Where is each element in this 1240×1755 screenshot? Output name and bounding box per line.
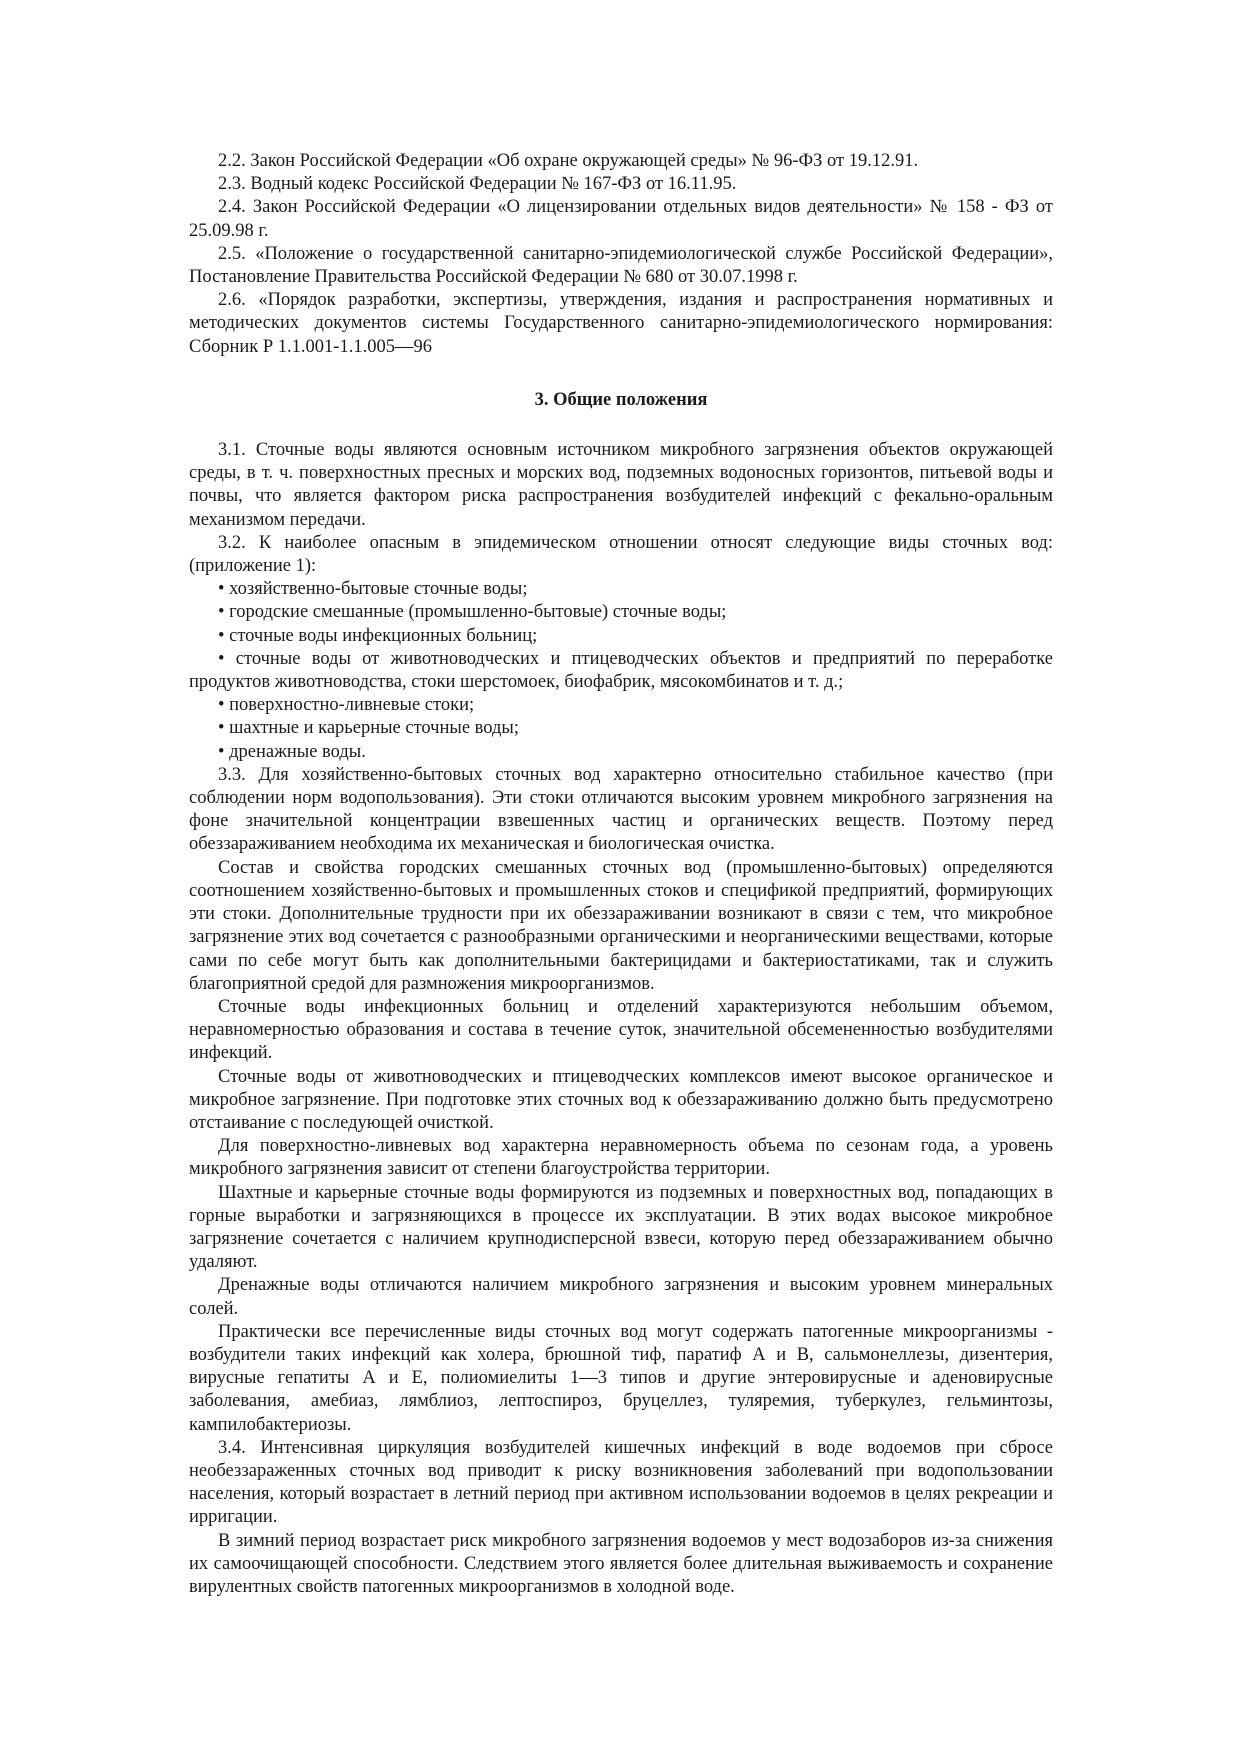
reference-item-2-2: 2.2. Закон Российской Федерации «Об охране окружающей среды» № 96-ФЗ от 19.12.91.	[218, 151, 919, 171]
list-item: • хозяйственно-бытовые сточные воды;	[218, 579, 528, 600]
document-page	[189, 150, 1053, 1599]
list-item: • городские смешанные (промышленно-бытовые) сточные воды;	[218, 602, 727, 623]
reference-item-2-3: 2.3. Водный кодекс Российской Федерации № 167-ФЗ от 16.11.95.	[218, 174, 737, 195]
reference-item-2-4: 2.4. Закон Российской Федерации «О лицензировании отдельных видов деятельности» № 158 - ФЗ от 25.09.98 г.	[189, 197, 1053, 241]
paragraph: Дренажные воды отличаются наличием микробного загрязнения и высоким уровнем минеральных солей.	[189, 1275, 1053, 1319]
section-heading: 3. Общие положения	[534, 389, 708, 410]
list-item: • шахтные и карьерные сточные воды;	[218, 718, 519, 739]
paragraph-3-2: 3.2. К наиболее опасным в эпидемическом отношении относят следующие виды сточных вод: (приложение 1):	[189, 532, 1053, 577]
paragraph: Состав и свойства городских смешанных сточных вод (промышленно-бытовых) определяются соотношением хозяйственно-бытовых и промышленных стоков и спецификой предприятий, формирующих эти стоки. Дополнительные трудности при их обеззараживании возникают в связи с тем, что микробное загрязнение этих вод сочетается с разнообразными органическими и неорганическими веществами, которые сами по себе могут быть как дополнительными бактерицидами и бактериостатиками, так и служить благоприятной средой для размножения микроорганизмов.	[189, 857, 1053, 994]
list-item: • сточные воды от животноводческих и птицеводческих объектов и предприятий по переработке продуктов животноводства, стоки шерстомоек, биофабрик, мясокомбинатов и т. д.;	[189, 648, 1053, 693]
paragraph-3-1: 3.1. Сточные воды являются основным источником микробного загрязнения объектов окружающей среды, в т. ч. поверхностных пресных и морских вод, подземных водоносных горизонтов, питьевой воды и почвы, что является фактором риска распространения возбудителей инфекций с фекально-оральным механизмом передачи.	[189, 440, 1053, 530]
list-item: • поверхностно-ливневые стоки;	[218, 695, 475, 716]
list-item: • дренажные воды.	[218, 741, 366, 762]
reference-item-2-6: 2.6. «Порядок разработки, экспертизы, утверждения, издания и распространения нормативных и методических документов системы Государственного санитарно-эпидемиологического нормирования: Сборник Р 1.1.001-1.1.005—96	[189, 290, 1053, 357]
paragraph: Сточные воды инфекционных больниц и отделений характеризуются небольшим объемом, неравномерностью образования и состава в течение суток, значительной обсемененностью возбудителями инфекций.	[189, 996, 1053, 1064]
paragraph-3-4: 3.4. Интенсивная циркуляция возбудителей кишечных инфекций в воде водоемов при сбросе необеззараженных сточных вод приводит к риску возникновения заболеваний при водопользовании населения, который возрастает в летний период при активном использовании водоемов в целях рекреации и ирригации.	[189, 1437, 1053, 1528]
list-item: • сточные воды инфекционных больниц;	[218, 625, 538, 646]
paragraph-3-3: 3.3. Для хозяйственно-бытовых сточных вод характерно относительно стабильное качество (при соблюдении норм водопользования). Эти стоки отличаются высоким уровнем микробного загрязнения на фоне значительной концентрации взвешенных частиц и органических веществ. Поэтому перед обеззараживанием необходима их механическая и биологическая очистка.	[189, 764, 1053, 855]
paragraph: Шахтные и карьерные сточные воды формируются из подземных и поверхностных вод, попадающих в горные выработки и загрязняющихся в процессе их эксплуатации. В этих водах высокое микробное загрязнение сочетается с наличием крупнодисперсной взвеси, которую перед обеззараживанием обычно удаляют.	[189, 1182, 1053, 1273]
paragraph: В зимний период возрастает риск микробного загрязнения водоемов у мест водозаборов из-за снижения их самоочищающей способности. Следствием этого является более длительная выживаемость и сохранение вирулентных свойств патогенных микроорганизмов в холодной воде.	[189, 1530, 1053, 1597]
paragraph: Для поверхностно-ливневых вод характерна неравномерность объема по сезонам года, а уровень микробного загрязнения зависит от степени благоустройства территории.	[189, 1136, 1053, 1180]
paragraph: Практически все перечисленные виды сточных вод могут содержать патогенные микроорганизмы - возбудители таких инфекций как холера, брюшной тиф, паратиф А и В, сальмонеллезы, дизентерия, вирусные гепатиты А и Е, полиомиелиты 1—3 типов и другие энтеровирусные и аденовирусные заболевания, амебиаз, лямблиоз, лептоспироз, бруцеллез, туляремия, туберкулез, гельминтозы, кампилобактериозы.	[189, 1321, 1053, 1435]
reference-item-2-5: 2.5. «Положение о государственной санитарно-эпидемиологической службе Российской Федерации», Постановление Правительства Российской Федерации № 680 от 30.07.1998 г.	[189, 243, 1053, 288]
paragraph: Сточные воды от животноводческих и птицеводческих комплексов имеют высокое органическое и микробное загрязнение. При подготовке этих сточных вод к обеззараживанию должно быть предусмотрено отстаивание с последующей очисткой.	[189, 1066, 1053, 1133]
